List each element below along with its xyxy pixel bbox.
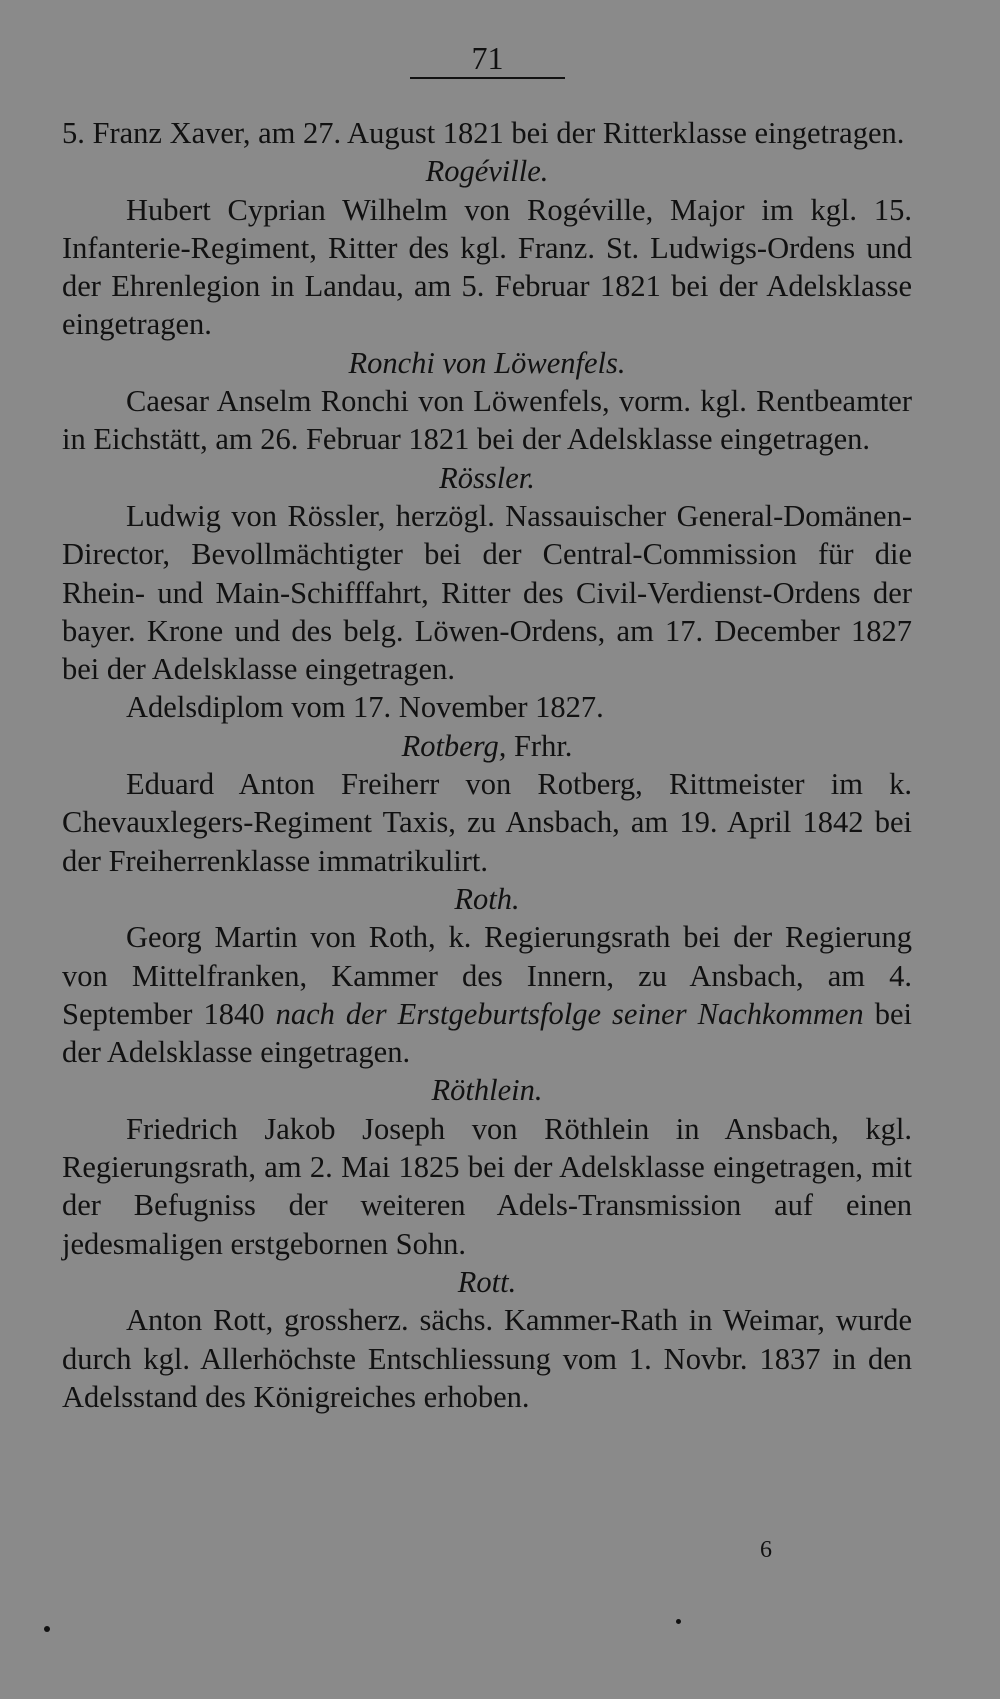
signature-mark: 6: [760, 1537, 772, 1563]
entry-text: Caesar Anselm Ronchi von Löwenfels, vorm. kgl. Rentbeamter in Eichstätt, am 26. Februar 1821 bei der Adelsklasse eingetragen.: [62, 384, 912, 457]
entry-heading: [62, 727, 912, 765]
entry-text-part: bei der Adelsklasse eingetragen.: [62, 996, 913, 1070]
entry-text: Hubert Cyprian Wilhelm von Rogéville, Major im kgl. 15. Infanterie-Regiment, Ritter des kgl. Franz. St. Ludwigs-Ordens und der Ehrenlegion in Landau, am 5. Februar 1821 bei der Adelsklasse eingetragen.: [62, 192, 912, 342]
entry-text: 5. Franz Xaver, am 27. August 1821 bei der Ritterklasse eingetragen.: [62, 116, 905, 150]
entry-text: [62, 918, 912, 1071]
entry-heading: Rott.: [457, 1264, 517, 1299]
entry-text-part: Georg Martin von Roth, k. Regierungsrath bei der Regierung von Mittelfranken, Kammer des Innern, zu Ansbach, am 4. September 1840: [62, 920, 912, 1031]
entry-heading: Röthlein.: [431, 1073, 543, 1108]
entry-text: Friedrich Jakob Joseph von Röthlein in Ansbach, kgl. Regierungsrath, am 2. Mai 1825 bei der Adelsklasse eingetragen, mit der Befugniss der weiteren Adels-Transmission auf einen jedesmaligen erstgebornen Sohn.: [62, 1111, 912, 1261]
entry-text-emphasis: nach der Erstgeburtsfolge seiner Nachkommen: [275, 996, 864, 1031]
page-body: [62, 114, 912, 1416]
page-number: 71: [471, 40, 504, 76]
entry-heading: Ronchi von Löwenfels.: [348, 345, 626, 380]
heading-name: Rotberg,: [401, 728, 507, 763]
entry-heading: Rössler.: [439, 460, 535, 495]
entry-heading: Rogéville.: [425, 154, 549, 189]
entry-text: Anton Rott, grossherz. sächs. Kammer-Rath in Weimar, wurde durch kgl. Allerhöchste Entschliessung vom 1. Novbr. 1837 in den Adelsstand des Königreiches erhoben.: [62, 1303, 912, 1414]
ink-speck: [44, 1626, 50, 1632]
entry-text: Eduard Anton Freiherr von Rotberg, Rittmeister im k. Chevauxlegers-Regiment Taxis, zu Ansbach, am 19. April 1842 bei der Freiherrenklasse immatrikulirt.: [62, 767, 912, 878]
header-rule: [410, 77, 565, 79]
entry-text: Ludwig von Rössler, herzögl. Nassauischer General-Domänen-Director, Bevollmächtigter bei der Central-Commission für die Rhein- und Main-Schifffahrt, Ritter des Civil-Verdienst-Ordens der bayer. Krone und des belg. Löwen-Ordens, am 17. December 1827 bei der Adelsklasse eingetragen.: [62, 498, 912, 687]
entry-heading: Roth.: [454, 881, 520, 916]
ink-speck: [676, 1619, 681, 1624]
heading-title: Frhr.: [506, 728, 573, 763]
entry-text: Adelsdiplom vom 17. November 1827.: [126, 690, 604, 725]
